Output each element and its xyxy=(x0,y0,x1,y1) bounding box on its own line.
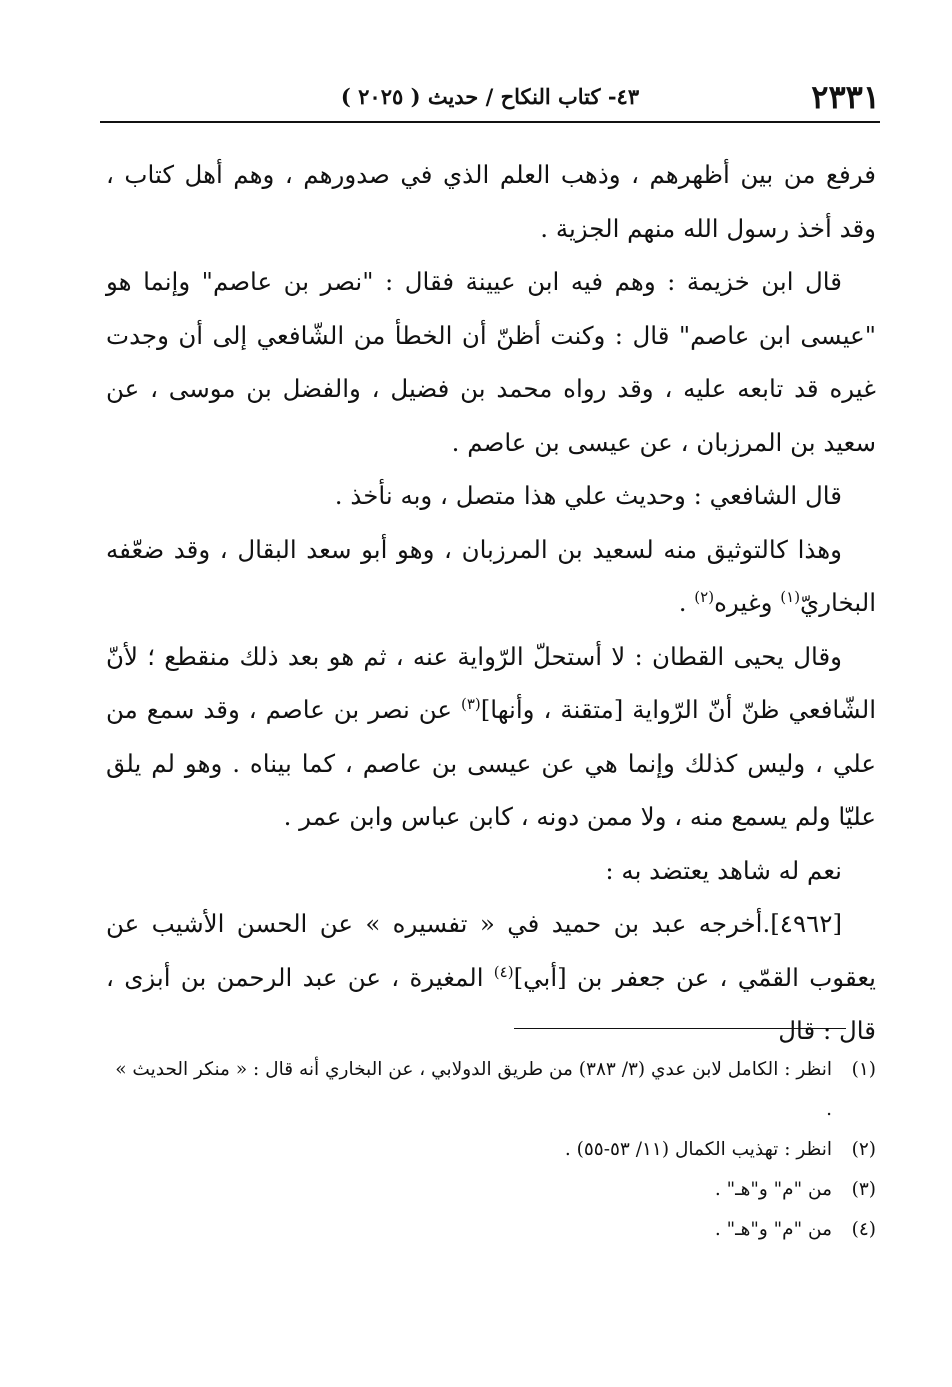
paragraph-7 xyxy=(106,897,876,1058)
main-text xyxy=(106,148,876,1058)
paragraph-7-text-b: المغيرة ، عن عبد الرحمن بن أبزى ، قال : قال xyxy=(106,962,876,1045)
paragraph-1: فرفع من بين أظهرهم ، وذهب العلم الذي في صدورهم ، وهم أهل كتاب ، وقد أخذ رسول الله منهم الجزية . xyxy=(106,160,876,243)
footnote-ref-2[interactable]: (٢) xyxy=(694,587,715,606)
footnote-1 xyxy=(106,1050,876,1130)
paragraph-4 xyxy=(106,523,876,630)
paragraph-4-text-c: . xyxy=(678,588,695,617)
page-number: ٢٣٣١ xyxy=(811,78,880,116)
running-title: ٤٣- كتاب النكاح / حديث ( ٢٠٢٥ ) xyxy=(340,84,640,109)
paragraph-2: قال ابن خزيمة : وهم فيه ابن عيينة فقال : "نصر بن عاصم" وإنما هو "عيسى ابن عاصم" قال : وكنت أظنّ أن الخطأ من الشّافعي إلى أن وجدت غيره قد تابعه عليه ، وقد رواه محمد بن فضيل ، والفضل بن موسى ، عن سعيد بن المرزبان ، عن عيسى بن عاصم . xyxy=(106,267,876,457)
paragraph-5-text-b: عن نصر بن عاصم ، وقد سمع من علي ، وليس كذلك وإنما هي عن عيسى بن عاصم ، كما بيناه . وهو لم يلق عليّا ولم يسمع منه ، ولا ممن دونه ، كابن عباس وابن عمر . xyxy=(106,695,876,831)
footnote-number: (٤) xyxy=(851,1219,876,1240)
paragraph-5-text-a: وقال يحيى القطان : لا أستحلّ الرّواية عنه ، ثم هو بعد ذلك منقطع ؛ لأنّ الشّافعي ظنّ أنّ الرّواية [متقنة ، وأنها] xyxy=(106,641,876,724)
header-divider xyxy=(100,121,880,123)
paragraph-4-text-b: وغيره xyxy=(714,588,781,617)
footnotes xyxy=(106,1050,876,1250)
paragraph-5 xyxy=(106,630,876,844)
footnote-2 xyxy=(106,1130,876,1170)
footnote-3 xyxy=(106,1170,876,1210)
paragraph-6: نعم له شاهد يعتضد به : xyxy=(605,855,842,885)
paragraph-7-text-a: [٤٩٦٢].أخرجه عبد بن حميد في « تفسيره » عن الحسن الأشيب عن يعقوب القمّي ، عن جعفر بن [أبي] xyxy=(106,909,876,992)
paragraph-4-text-a: وهذا كالتوثيق منه لسعيد بن المرزبان ، وهو أبو سعد البقال ، وقد ضعّفه البخاريّ xyxy=(106,534,876,617)
footnote-text: من "م" و"هـ" . xyxy=(714,1179,832,1200)
footnote-ref-3[interactable]: (٣) xyxy=(460,694,481,713)
footnote-divider xyxy=(514,1028,846,1029)
footnote-number: (٣) xyxy=(851,1179,876,1200)
paragraph-3: قال الشافعي : وحديث علي هذا متصل ، وبه نأخذ . xyxy=(334,481,842,510)
footnote-text: انظر : تهذيب الكمال (١١/ ٥٣-٥٥) . xyxy=(564,1139,832,1160)
footnote-ref-1[interactable]: (١) xyxy=(780,587,801,606)
footnote-4 xyxy=(106,1210,876,1250)
footnote-number: (١) xyxy=(851,1059,876,1080)
footnote-number: (٢) xyxy=(851,1139,876,1160)
page-header xyxy=(100,78,880,122)
footnote-ref-4[interactable]: (٤) xyxy=(493,962,514,981)
footnote-text: من "م" و"هـ" . xyxy=(714,1219,832,1240)
footnote-text: انظر : الكامل لابن عدي (٣/ ٣٨٣) من طريق الدولابي ، عن البخاري أنه قال : « منكر الحديث » . xyxy=(115,1059,832,1120)
